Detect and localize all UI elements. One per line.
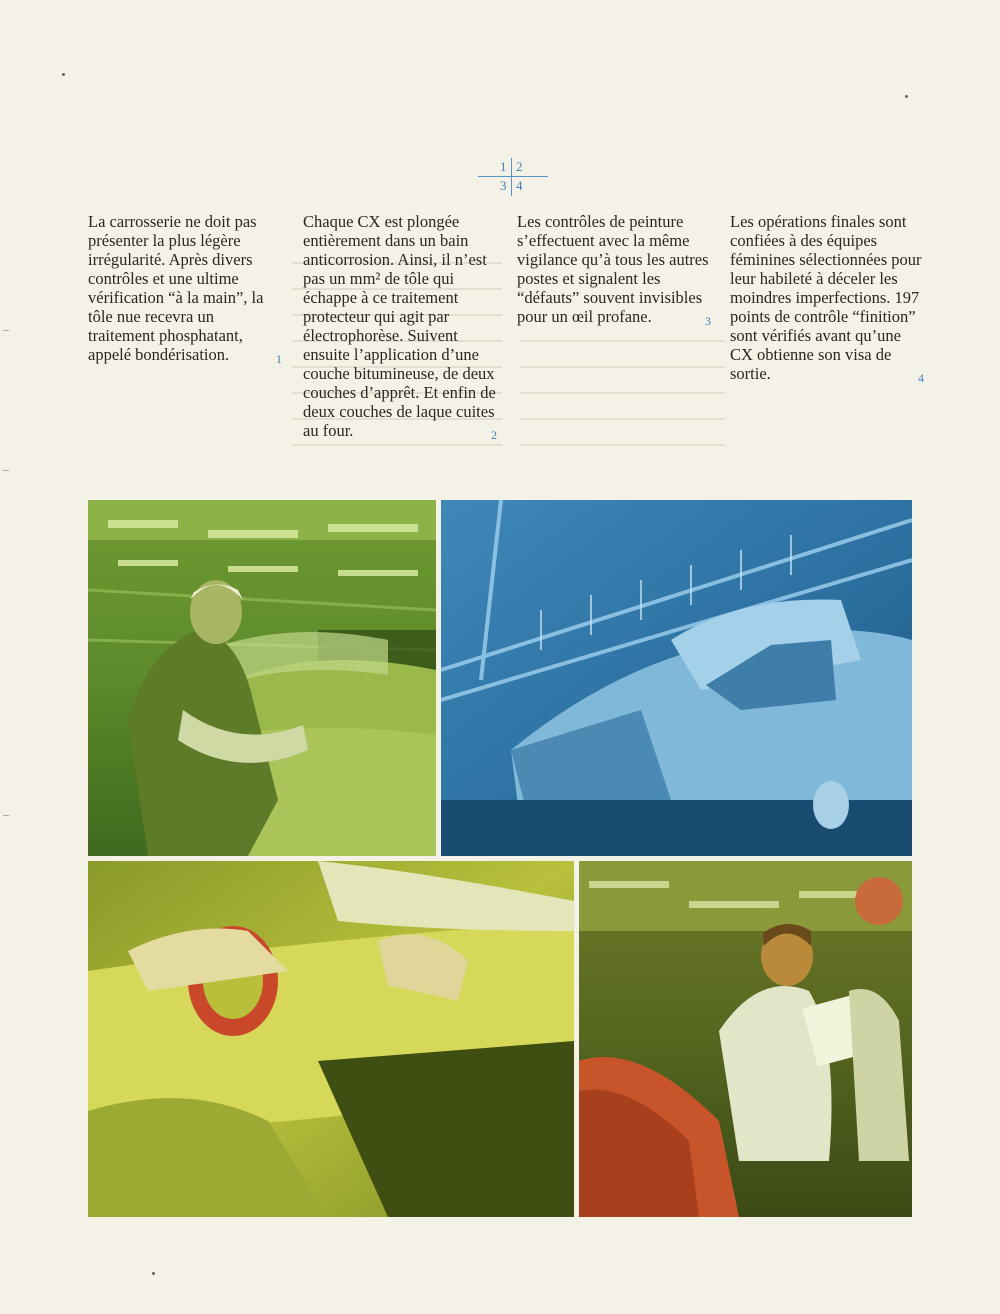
column-2-ref-number: 2	[491, 428, 497, 442]
paint-line-blue-photo	[441, 500, 912, 856]
edge-mark	[3, 815, 9, 816]
photo-key-diagram	[478, 158, 558, 198]
diagram-number-2: 2	[516, 159, 523, 174]
diagram-vertical-rule	[511, 158, 512, 196]
column-2-text: Chaque CX est plongée entièrement dans un bain anticorrosion. Ainsi, il n’est pas un mm² de tôle qui échappe à ce traitement protecteur qui agit par électrophorèse. Suivent ensuite l’application d’une couche bitumineuse, de deux couches d’apprêt. Et enfin de deux couches de laque cuites au four.	[303, 212, 496, 440]
paper-speck	[905, 95, 908, 98]
show-through-lines-right	[520, 340, 725, 470]
column-1-text: La carrosserie ne doit pas présenter la plus légère irrégularité. Après divers contrôles et une ultime vérification “à la main”, la tôle nue recevra un traitement phosphatant, appelé bondérisation.	[88, 212, 264, 364]
hands-tape-yellow-photo	[88, 861, 574, 1217]
column-4-ref-number: 4	[918, 371, 924, 385]
diagram-number-4: 4	[516, 178, 523, 193]
column-1-ref-number: 1	[276, 352, 282, 366]
text-column-3	[517, 212, 713, 331]
column-4-text: Les opérations finales sont confiées à des équipes féminines sélectionnées pour leur habileté à déceler les moindres imperfections. 197 points de contrôle “finition” sont vérifiés avant qu’une CX obtienne son visa de sortie.	[730, 212, 922, 383]
paper-speck	[62, 73, 65, 76]
inspector-green-photo	[88, 500, 436, 856]
diagram-number-3: 3	[500, 178, 507, 193]
women-finishing-photo	[579, 861, 912, 1217]
text-column-4	[730, 212, 926, 388]
text-column-2	[303, 212, 499, 445]
edge-mark	[3, 470, 9, 471]
edge-mark	[3, 330, 9, 331]
diagram-number-1: 1	[500, 159, 507, 174]
text-column-1	[88, 212, 284, 369]
column-3-ref-number: 3	[705, 314, 711, 328]
diagram-horizontal-rule	[478, 176, 548, 177]
column-3-text: Les contrôles de peinture s’effectuent avec la même vigilance qu’à tous les autres postes et signalent les “défauts” souvent invisibles pour un œil profane.	[517, 212, 709, 326]
paper-speck	[152, 1272, 155, 1275]
